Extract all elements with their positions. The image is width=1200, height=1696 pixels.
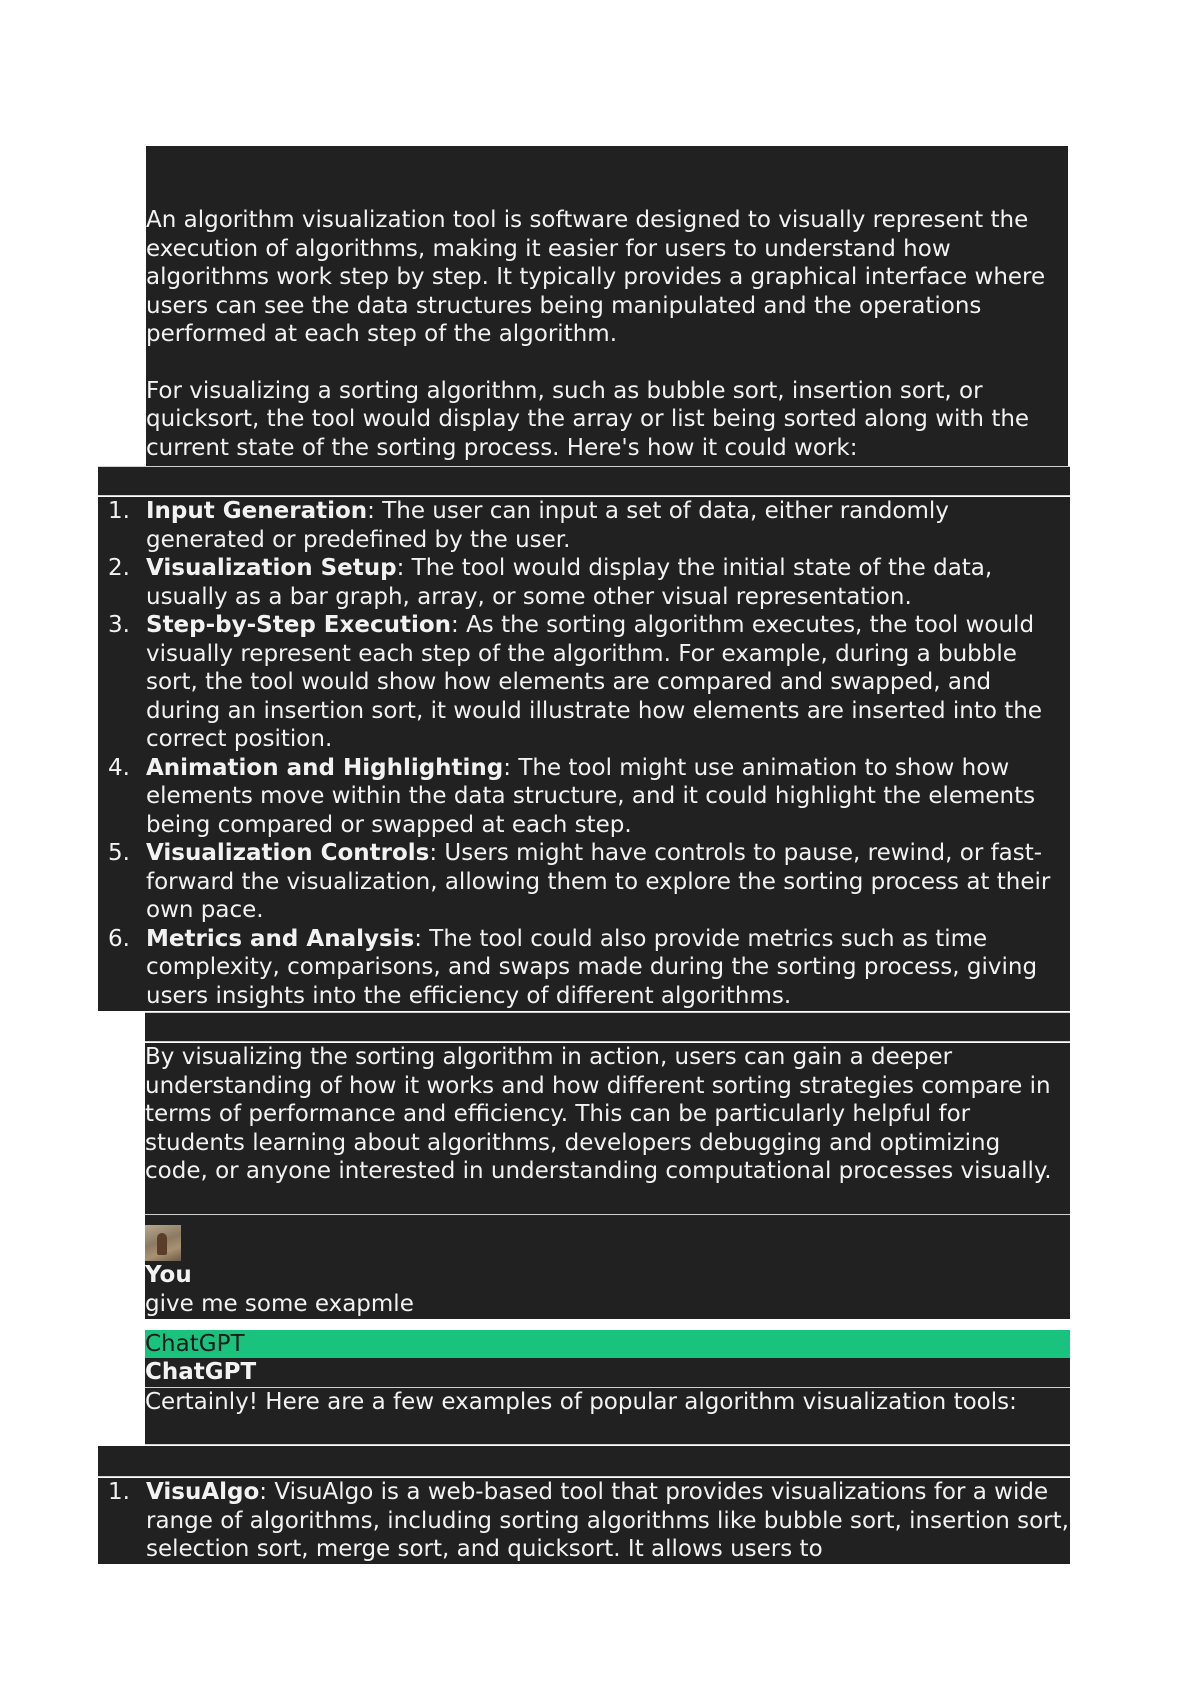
list-item — [98, 839, 1070, 925]
list-item-title: Visualization Controls — [146, 840, 430, 866]
list-number: 6. — [108, 925, 130, 952]
assistant-intro-block — [145, 1388, 1070, 1445]
assistant-author-name: ChatGPT — [145, 1359, 257, 1385]
list-item — [98, 554, 1070, 611]
list-item-title: Input Generation — [146, 498, 368, 524]
avatar-figure — [157, 1233, 167, 1255]
list-item-text: : As the sorting algorithm executes, the tool would visually represent each step of the algorithm. For example, during a bubble sort, the tool would show how elements are compared and swapped, and during an insertion sort, it would illustrate how elements are inserted into the correct position. — [146, 612, 1042, 752]
steps-list-block — [98, 497, 1070, 1011]
conclusion-block — [145, 1043, 1070, 1215]
chatgpt-label: ChatGPT — [145, 1331, 245, 1357]
list-number: 1. — [108, 1479, 130, 1505]
user-avatar — [145, 1225, 181, 1261]
list-item-text: : The tool would display the initial state of the data, usually as a bar graph, array, or some other visual representation. — [146, 555, 993, 610]
list-item-text: : The user can input a set of data, either randomly generated or predefined by the user. — [146, 498, 949, 553]
assistant-intro-text: Certainly! Here are a few examples of popular algorithm visualization tools: — [145, 1389, 1017, 1415]
list-item-text: : Users might have controls to pause, rewind, or fast-forward the visualization, allowing them to explore the sorting process at their own pace. — [146, 840, 1051, 923]
list-number: 4. — [108, 754, 130, 781]
assistant-author-block — [145, 1358, 1070, 1388]
list-item — [98, 611, 1070, 754]
examples-spacer-bar — [98, 1446, 1070, 1477]
intro-paragraph-2: For visualizing a sorting algorithm, such as bubble sort, insertion sort, or quicksort, the tool would display the array or list being sorted along with the current state of the sorting process. Here's how it could work: — [146, 377, 1030, 461]
list-item — [98, 925, 1070, 1011]
conclusion-spacer-bar — [145, 1012, 1070, 1042]
list-item-title: Metrics and Analysis — [146, 925, 415, 952]
examples-list-block — [98, 1478, 1070, 1564]
list-number: 1. — [108, 498, 130, 524]
user-message-text: give me some exapmle — [145, 1290, 414, 1317]
intro-block — [146, 146, 1068, 466]
examples-list — [98, 1478, 1070, 1564]
list-item — [98, 497, 1070, 554]
list-number: 5. — [108, 840, 130, 866]
conclusion-paragraph: By visualizing the sorting algorithm in action, users can gain a deeper understanding of how it works and how different sorting strategies compare in terms of performance and efficiency. This can be particularly helpful for students learning about algorithms, developers debugging and optimizing code, or anyone interested in understanding computational processes visually. — [145, 1044, 1052, 1184]
chatgpt-label-bar — [145, 1330, 1070, 1358]
list-item-text: : VisuAlgo is a web-based tool that provides visualizations for a wide range of algorithms, including sorting algorithms like bubble sort, insertion sort, selection sort, merge sort, and quicksort. It allows users to — [146, 1479, 1069, 1562]
list-item-title: Animation and Highlighting — [146, 754, 504, 781]
list-item — [98, 754, 1070, 840]
list-item-title: VisuAlgo — [146, 1479, 260, 1505]
list-item-text: : The tool might use animation to show how elements move within the data structure, and it could highlight the elements being compared or swapped at each step. — [146, 754, 1036, 838]
list-item-title: Visualization Setup — [146, 555, 397, 581]
intro-paragraph-1: An algorithm visualization tool is software designed to visually represent the execution of algorithms, making it easier for users to understand how algorithms work step by step. It typically provides a graphical interface where users can see the data structures being manipulated and the operations performed at each step of the algorithm. — [146, 207, 1046, 347]
list-item-text: : The tool could also provide metrics such as time complexity, comparisons, and swaps made during the sorting process, giving users insights into the efficiency of different algorithms. — [146, 925, 1038, 1009]
list-item-title: Step-by-Step Execution — [146, 612, 452, 638]
steps-list — [98, 497, 1070, 1010]
user-author-name: You — [145, 1262, 192, 1288]
list-spacer-bar — [98, 466, 1070, 496]
list-number: 3. — [108, 612, 130, 638]
user-message-block — [145, 1215, 1070, 1319]
list-number: 2. — [108, 555, 130, 581]
list-item — [98, 1478, 1070, 1564]
